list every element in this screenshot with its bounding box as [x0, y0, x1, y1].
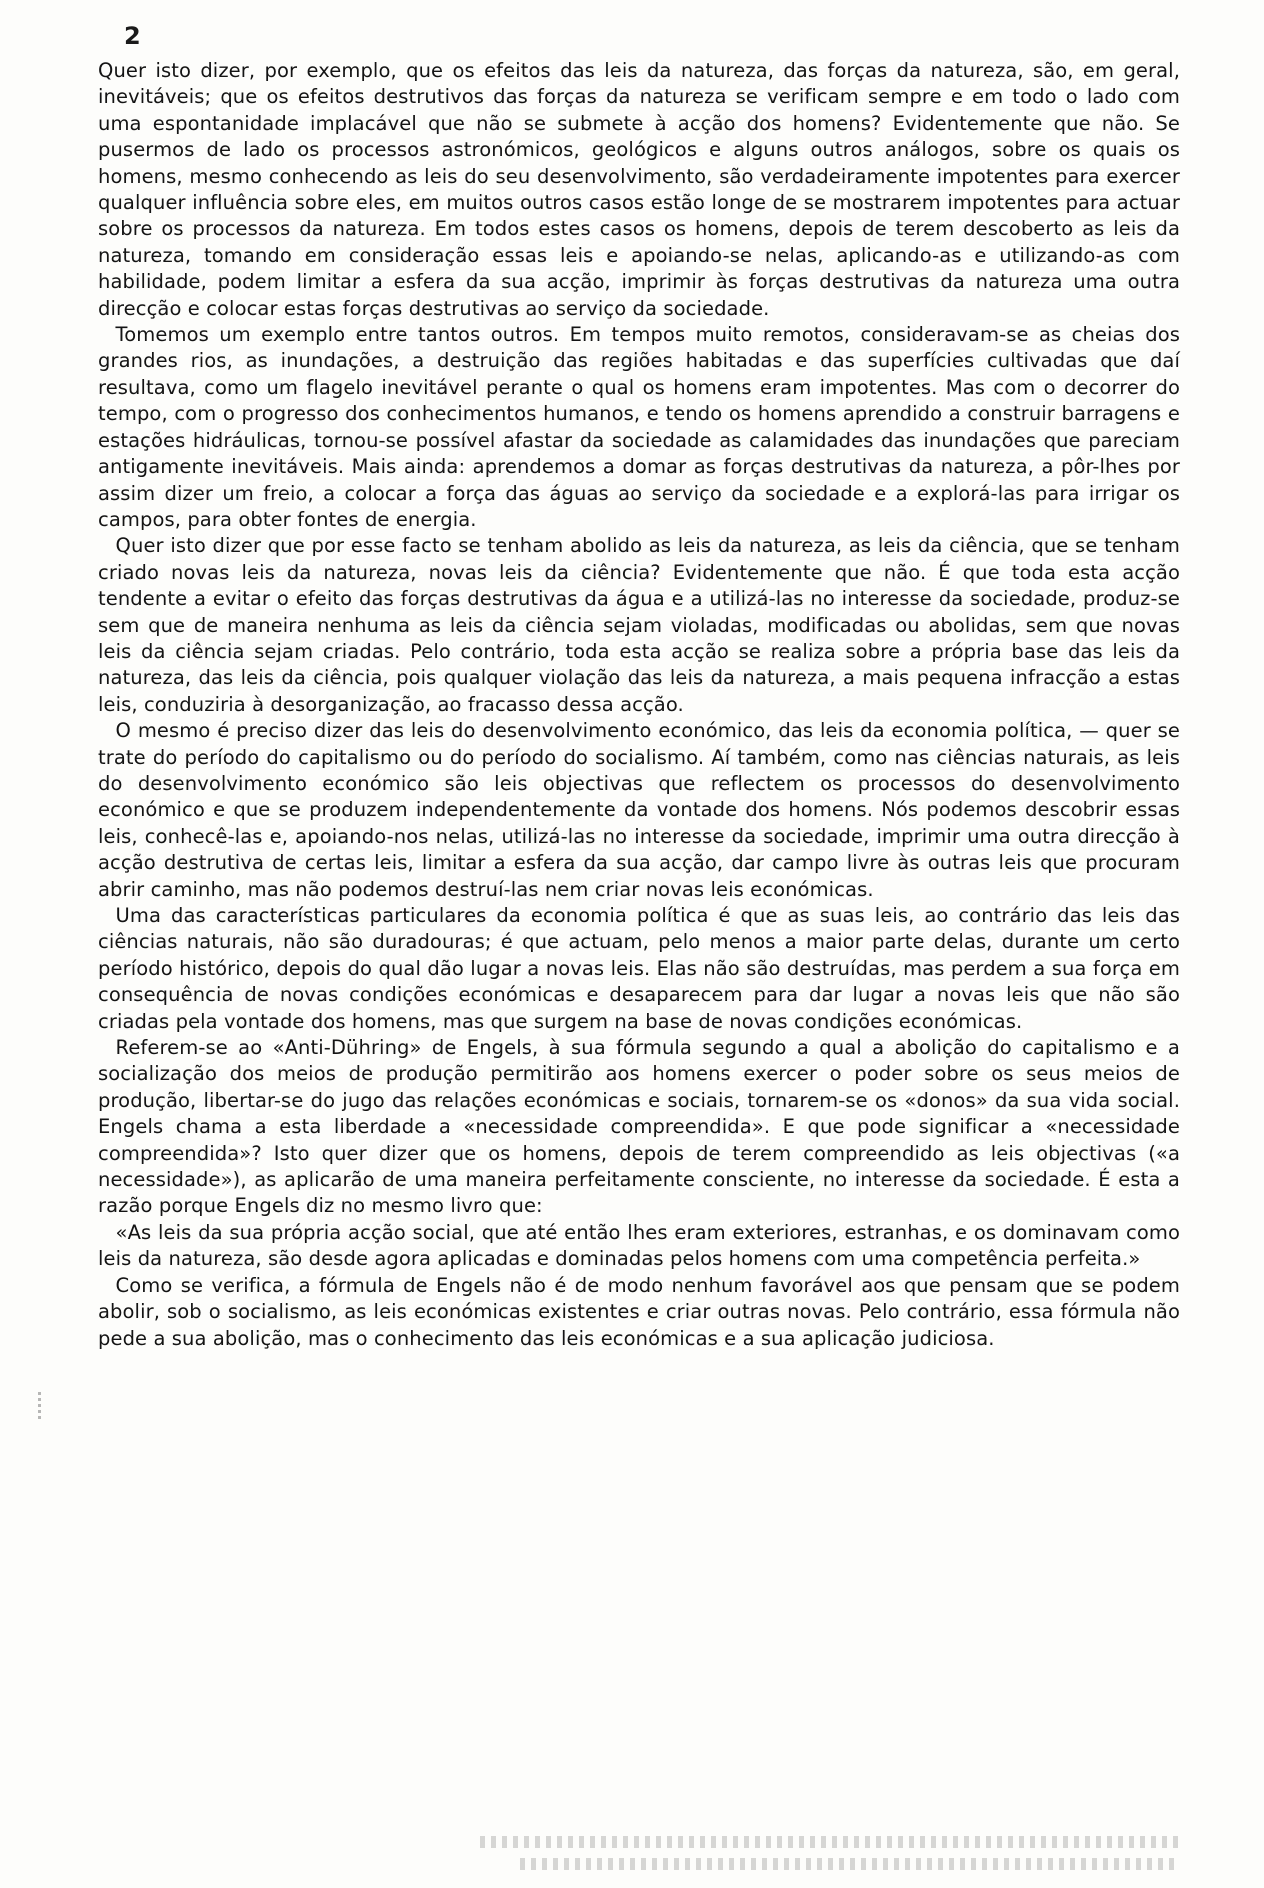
paragraph: O mesmo é preciso dizer das leis do desenvolvimento económico, das leis da economia política, — quer se trate do período do capitalismo ou do período do socialismo. Aí também, como nas ciências naturais, as leis do desenvolvimento económico são leis objectivas que reflectem os processos do desenvolvimento económico e que se produzem independentemente da vontade dos homens. Nós podemos descobrir essas leis, conhecê-las e, apoiando-nos nelas, utilizá-las no interesse da sociedade, imprimir uma outra direcção à acção destrutiva de certas leis, limitar a esfera da sua acção, dar campo livre às outras leis que procuram abrir caminho, mas não podemos destruí-las nem criar novas leis económicas.	[98, 719, 1180, 901]
paragraph: Quer isto dizer que por esse facto se tenham abolido as leis da natureza, as leis da ciência, que se tenham criado novas leis da natureza, novas leis da ciência? Evidentemente que não. É que toda esta acção tendente a evitar o efeito das forças destrutivas da água e a utilizá-las no interesse da sociedade, produz-se sem que de maneira nenhuma as leis da ciência sejam violadas, modificadas ou abolidas, sem que novas leis da ciência sejam criadas. Pelo contrário, toda esta acção se realiza sobre a própria base das leis da natureza, das leis da ciência, pois qualquer violação das leis da natureza, a mais pequena infracção a estas leis, conduziria à desorganização, ao fracasso dessa acção.	[98, 534, 1180, 716]
body-text	[98, 58, 1180, 1352]
paragraph: Quer isto dizer, por exemplo, que os efeitos das leis da natureza, das forças da natureza, são, em geral, inevitáveis; que os efeitos destrutivos das forças da natureza se verificam sempre e em todo o lado com uma espontanidade implacável que não se submete à acção dos homens? Evidentemente que não. Se pusermos de lado os processos astronómicos, geológicos e alguns outros análogos, sobre os quais os homens, mesmo conhecendo as leis do seu desenvolvimento, são verdadeiramente impotentes para exercer qualquer influência sobre eles, em muitos outros casos estão longe de se mostrarem impotentes para actuar sobre os processos da natureza. Em todos estes casos os homens, depois de terem descoberto as leis da natureza, tomando em consideração essas leis e apoiando-se nelas, aplicando-as e utilizando-as com habilidade, podem limitar a esfera da sua acção, imprimir às forças destrutivas da natureza uma outra direcção e colocar estas forças destrutivas ao serviço da sociedade.	[98, 59, 1180, 320]
bleed-through-line	[520, 1858, 1180, 1870]
bleed-through-line	[480, 1836, 1180, 1848]
paragraph: Referem-se ao «Anti-Dühring» de Engels, à sua fórmula segundo a qual a abolição do capitalismo e a socialização dos meios de produção permitirão aos homens exercer o poder sobre os seus meios de produção, libertar-se do jugo das relações económicas e sociais, tornarem-se os «donos» da sua vida social. Engels chama a esta liberdade a «necessidade compreendida». E que pode significar a «necessidade compreendida»? Isto quer dizer que os homens, depois de terem compreendido as leis objectivas («a necessidade»), as aplicarão de uma maneira perfeitamente consciente, no interesse da sociedade. É esta a razão porque Engels diz no mesmo livro que:	[98, 1036, 1180, 1218]
scan-artifact	[38, 1392, 41, 1420]
paragraph: Uma das características particulares da economia política é que as suas leis, ao contrário das leis das ciências naturais, não são duradouras; é que actuam, pelo menos a maior parte delas, durante um certo período histórico, depois do qual dão lugar a novas leis. Elas não são destruídas, mas perdem a sua força em consequência de novas condições económicas e desaparecem para dar lugar a novas leis que não são criadas pela vontade dos homens, mas que surgem na base de novas condições económicas.	[98, 904, 1180, 1033]
block-quote: «As leis da sua própria acção social, que até então lhes eram exteriores, estranhas, e os dominavam como leis da natureza, são desde agora aplicadas e dominadas pelos homens com uma competência perfeita.»	[98, 1220, 1180, 1271]
paragraph: Como se verifica, a fórmula de Engels não é de modo nenhum favorável aos que pensam que se podem abolir, sob o socialismo, as leis económicas existentes e criar outras novas. Pelo contrário, essa fórmula não pede a sua abolição, mas o conhecimento das leis económicas e a sua aplicação judiciosa.	[98, 1273, 1180, 1350]
paragraph: Tomemos um exemplo entre tantos outros. Em tempos muito remotos, consideravam-se as cheias dos grandes rios, as inundações, a destruição das regiões habitadas e das superfícies cultivadas que daí resultava, como um flagelo inevitável perante o qual os homens eram impotentes. Mas com o decorrer do tempo, com o progresso dos conhecimentos humanos, e tendo os homens aprendido a construir barragens e estações hidráulicas, tornou-se possível afastar da sociedade as calamidades das inundações que pareciam antigamente inevitáveis. Mais ainda: aprendemos a domar as forças destrutivas da natureza, a pôr-lhes por assim dizer um freio, a colocar a força das águas ao serviço da sociedade e a explorá-las para irrigar os campos, para obter fontes de energia.	[98, 323, 1180, 531]
page-number: 2	[124, 22, 141, 50]
